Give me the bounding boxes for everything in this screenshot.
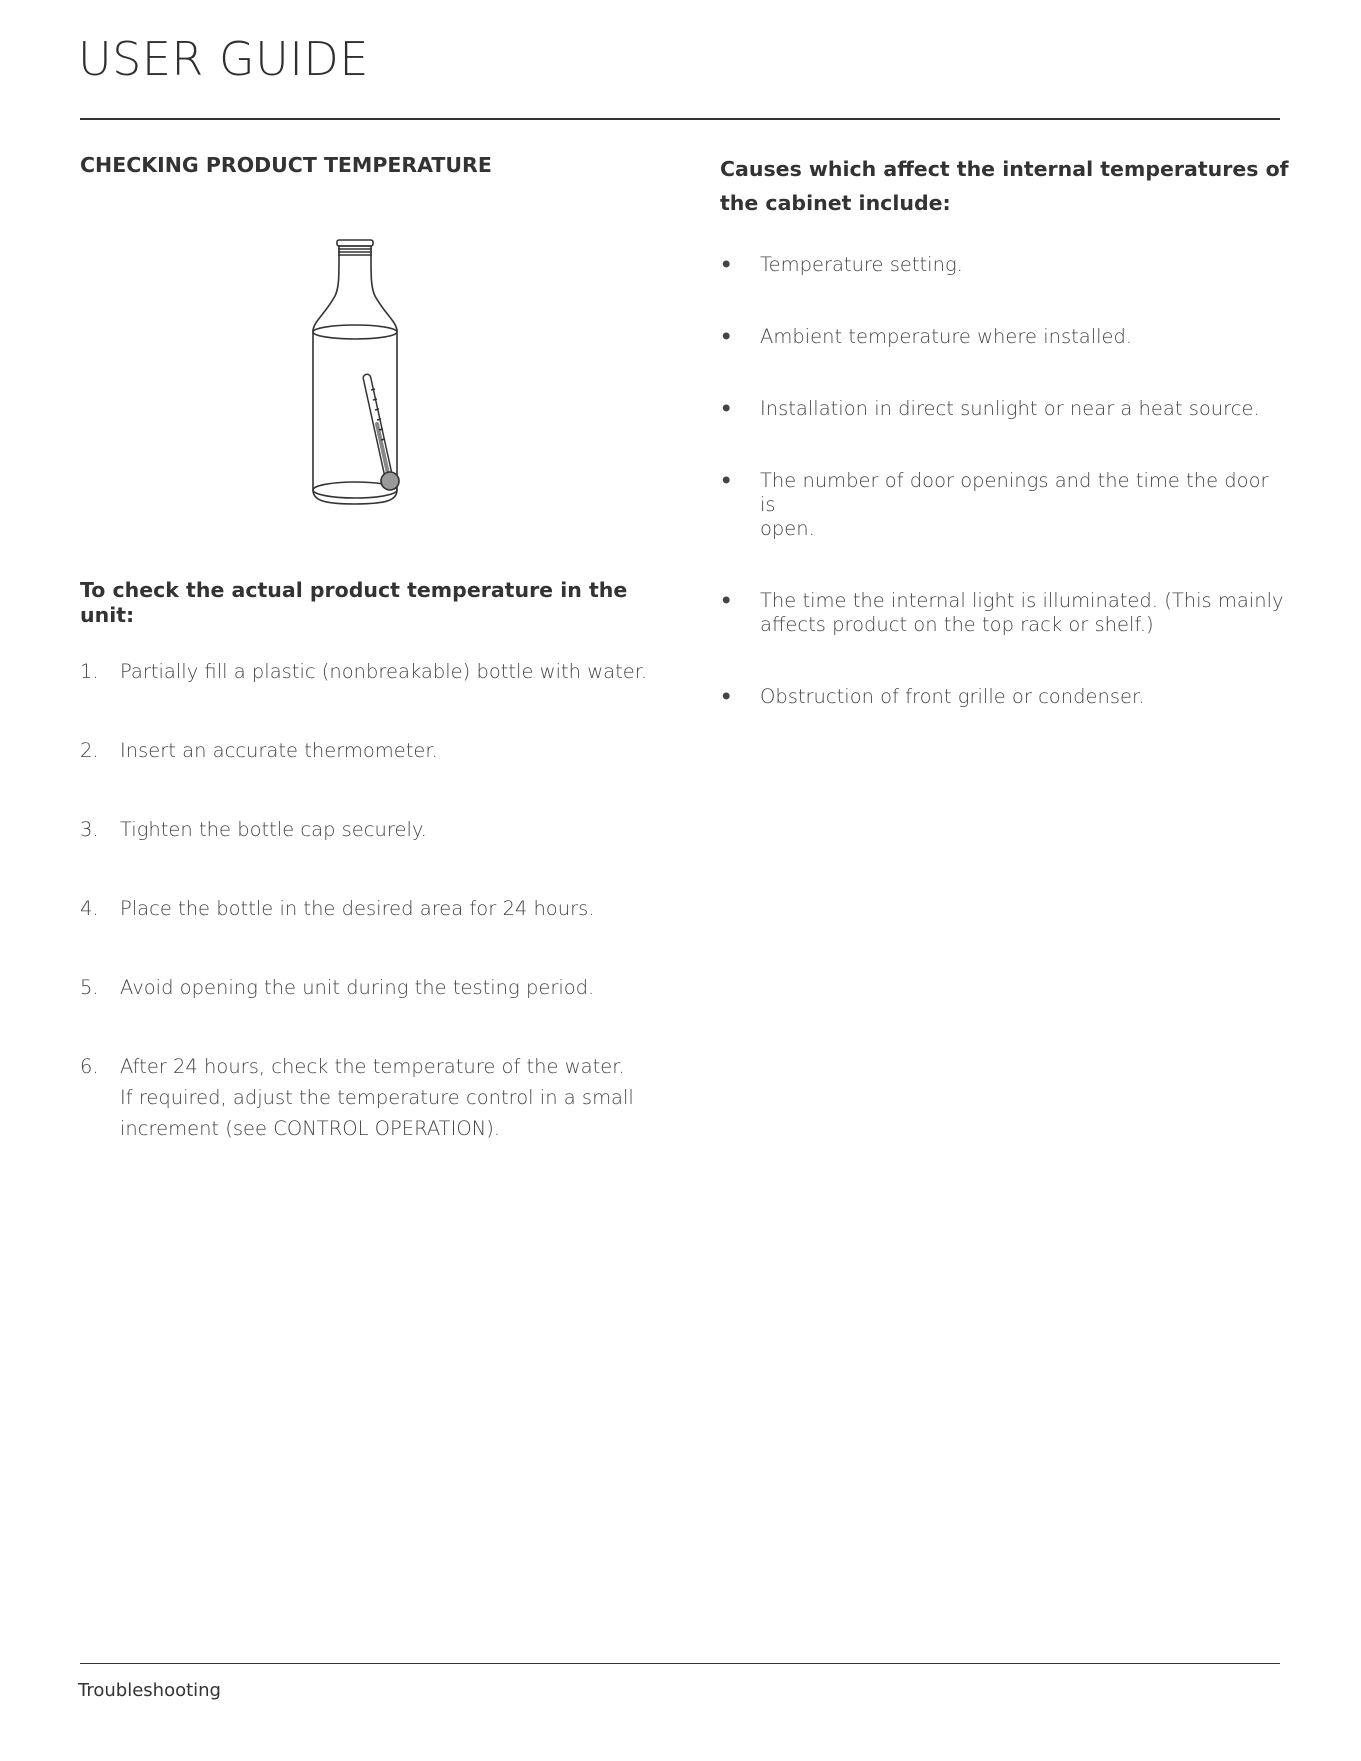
list-item: • Ambient temperature where installed. xyxy=(720,325,1133,348)
section-heading: CHECKING PRODUCT TEMPERATURE xyxy=(80,153,492,177)
footer-section-label: Troubleshooting xyxy=(78,1680,221,1701)
bullet-icon: • xyxy=(720,685,733,708)
procedure-heading: To check the actual product temperature in the unit: xyxy=(80,578,628,627)
list-item: 5. Avoid opening the unit during the testing period. xyxy=(80,976,595,999)
bullet-icon: • xyxy=(720,469,733,492)
bullet-icon: • xyxy=(720,589,733,612)
list-item: 2. Insert an accurate thermometer. xyxy=(80,739,438,762)
right-column xyxy=(720,153,1290,708)
left-column xyxy=(80,153,648,1140)
list-item: • Installation in direct sunlight or near a heat source. xyxy=(720,397,1260,420)
list-item: • Obstruction of front grille or condenser. xyxy=(720,685,1145,708)
bullet-icon: • xyxy=(720,325,733,348)
list-item: 3. Tighten the bottle cap securely. xyxy=(80,818,427,841)
header-divider xyxy=(80,118,1280,120)
bottle-icon xyxy=(285,238,425,508)
causes-heading: Causes which affect the internal temperatures of the cabinet include: xyxy=(720,157,1289,215)
steps-list xyxy=(80,656,660,1192)
footer-divider xyxy=(80,1663,1280,1664)
list-item: 4. Place the bottle in the desired area for 24 hours. xyxy=(80,897,595,920)
bullet-icon: • xyxy=(720,253,733,276)
bullet-icon: • xyxy=(720,397,733,420)
page-title: USER GUIDE xyxy=(78,32,369,86)
bottle-thermometer-illustration xyxy=(285,238,425,512)
list-item: • The time the internal light is illuminated. (This mainly affects product on the top rack or shelf.) xyxy=(720,589,1284,636)
list-item: 6. After 24 hours, check the temperature of the water. If required, adjust the temperature control in a small increment (see CONTROL OPERATION). xyxy=(80,1055,634,1140)
list-item: 1. Partially fill a plastic (nonbreakable) bottle with water. xyxy=(80,660,648,683)
causes-list xyxy=(720,253,1290,757)
list-item: • Temperature setting. xyxy=(720,253,963,276)
list-item: • The number of door openings and the time the door is open. xyxy=(720,469,1269,540)
